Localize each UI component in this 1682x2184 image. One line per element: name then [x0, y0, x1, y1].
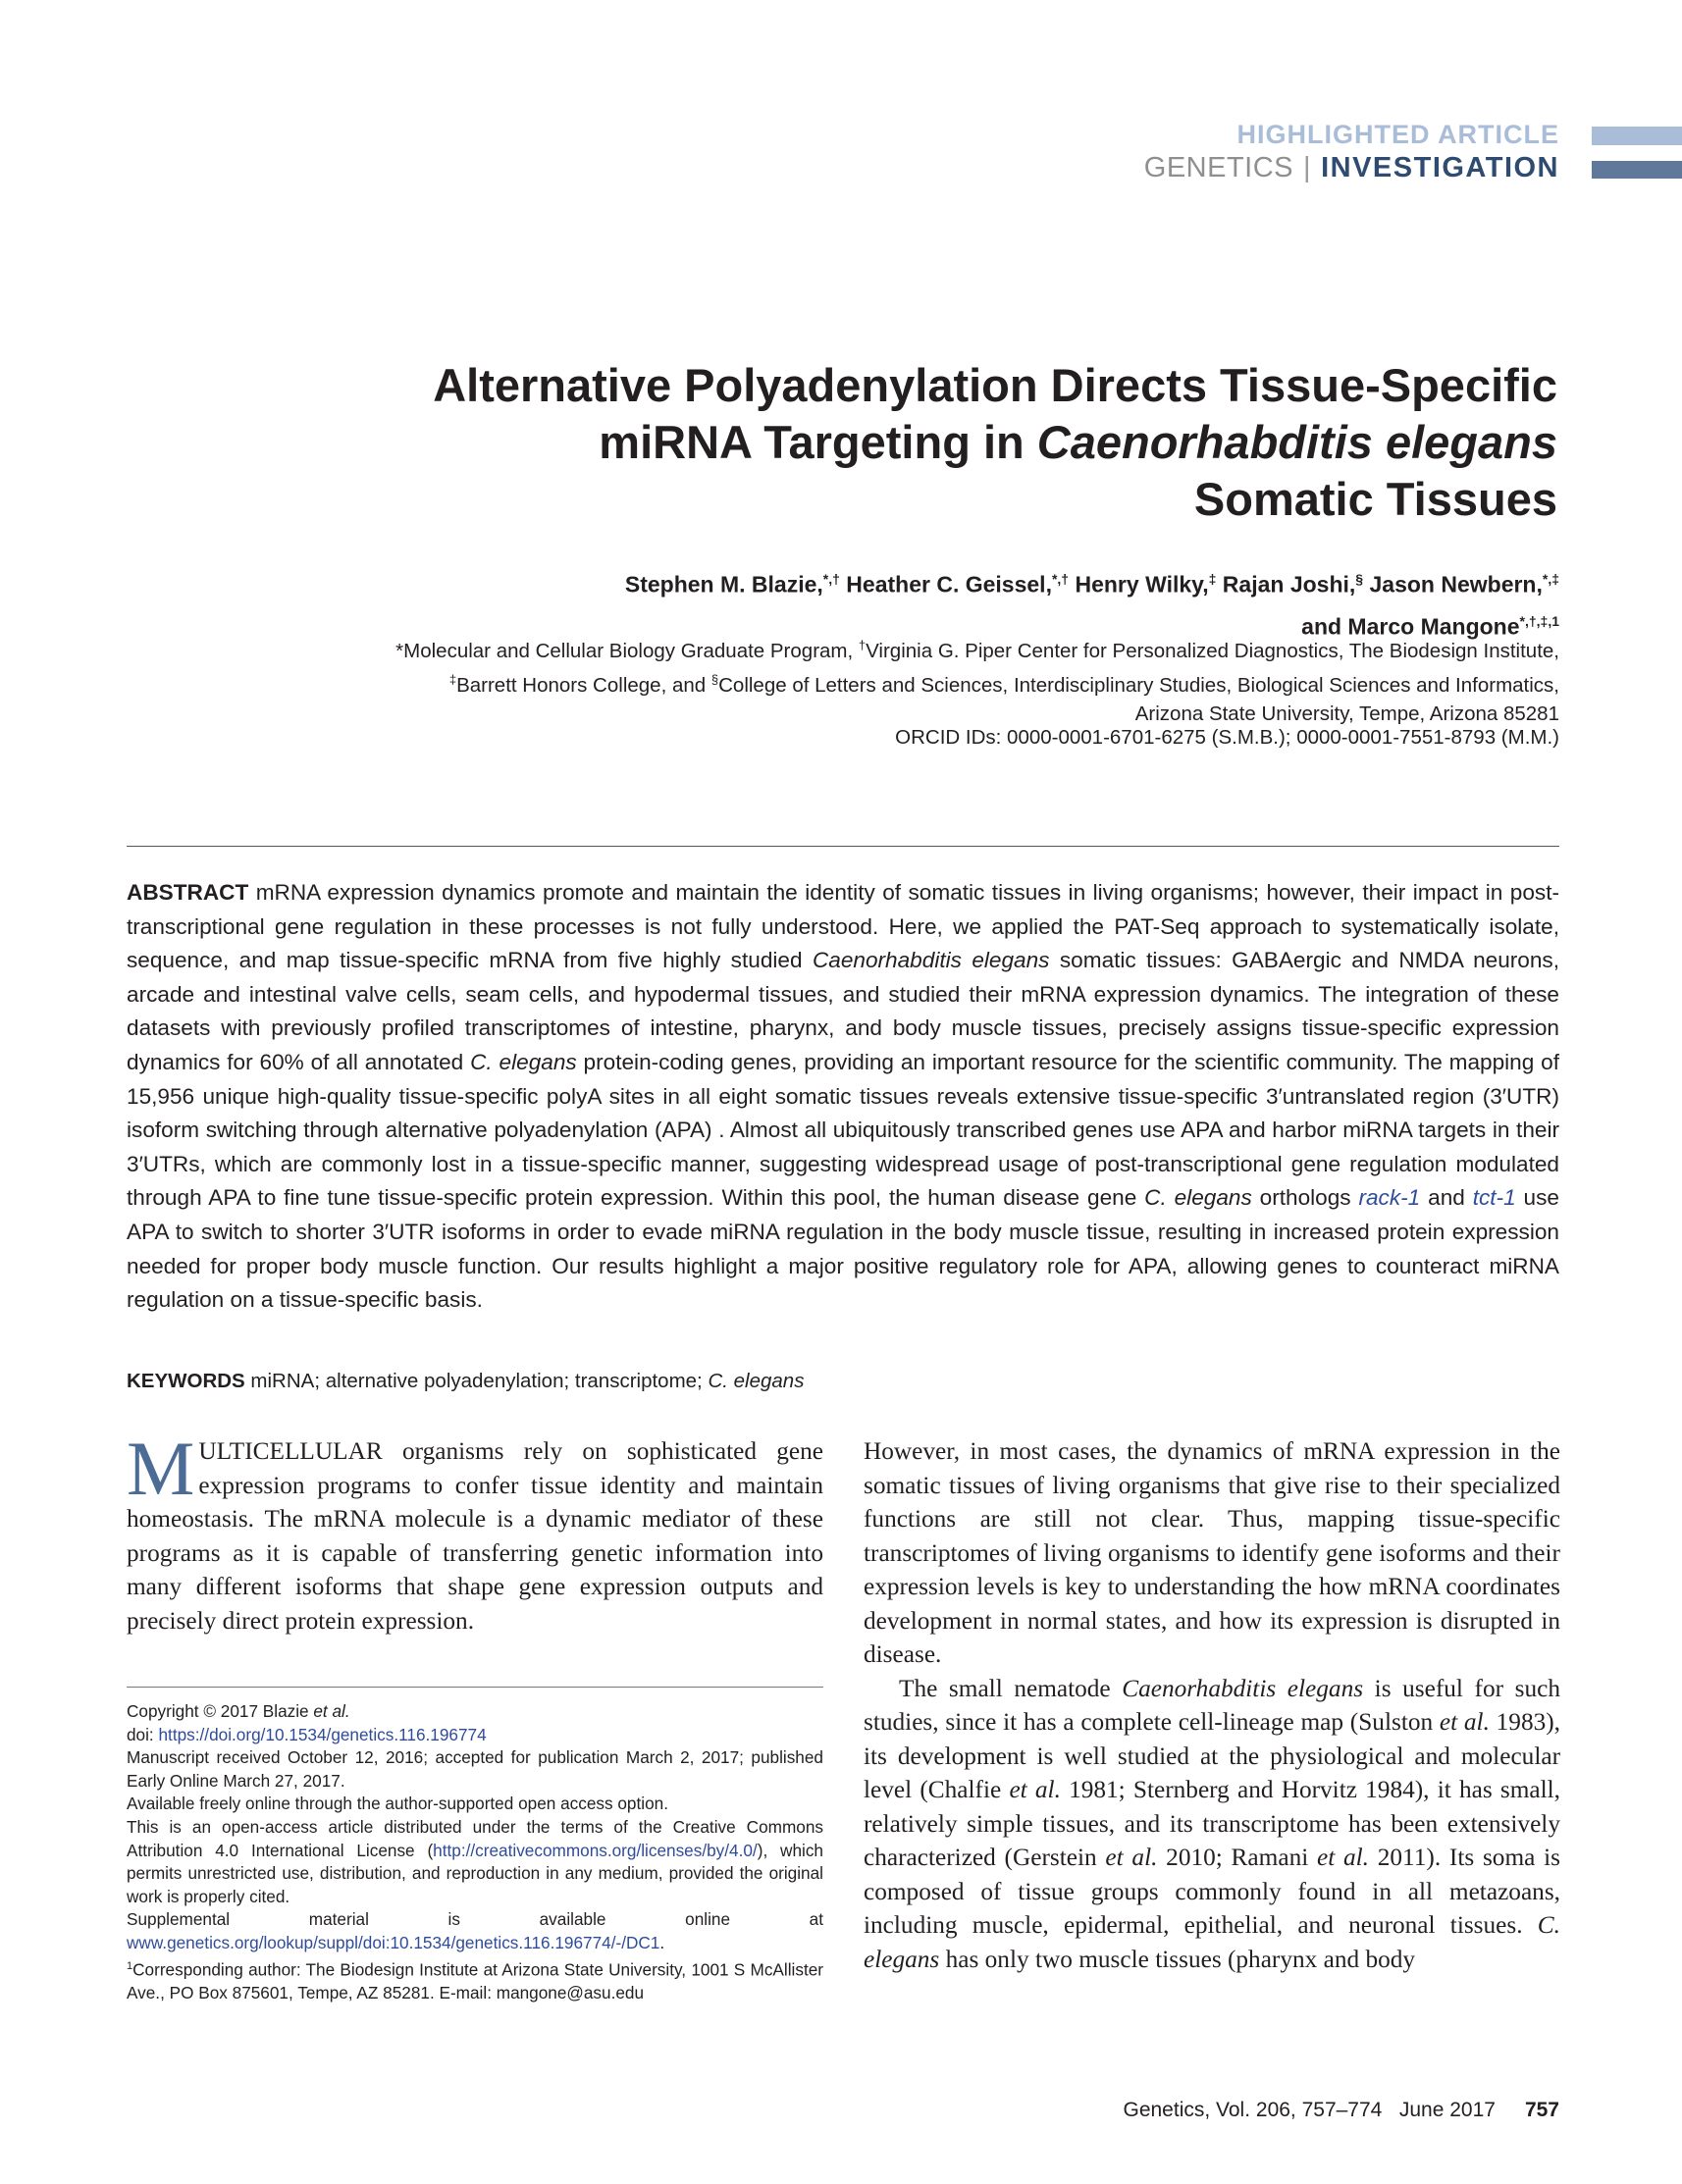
corresponding-author-line [127, 1955, 823, 2005]
paragraph-italic: et al. [1317, 1844, 1370, 1871]
journal-name: GENETICS [1143, 152, 1294, 183]
affil-line-1 [185, 631, 1559, 665]
author-name: and Marco Mangone [1301, 613, 1520, 640]
paragraph: However, in most cases, the dynamics of mRNA expression in the somatic tissues of living organisms that give rise to their specialized functions are still not clear. Thus, mapping tissue-specific transcriptomes of living organisms to identify gene isoforms and their expression levels is key to understanding the how mRNA coordinates development in normal states, and how its expression is disrupted in disease. [864, 1437, 1560, 1668]
manuscript-line: Manuscript received October 12, 2016; accepted for publication March 2, 2017; published Early Online March 27, 2017. [127, 1747, 823, 1791]
drop-cap: M [127, 1426, 195, 1511]
paragraph-italic: et al. [1105, 1844, 1158, 1871]
paragraph-text: 2010; Ramani [1157, 1844, 1317, 1871]
license-text: ), which permits unrestricted use, distribution, and reproduction in any medium, provided the original work is properly cited. [127, 1840, 823, 1906]
citation: Genetics, Vol. 206, 757–774 June 2017 [1123, 2099, 1496, 2121]
author-name: Rajan Joshi, [1216, 571, 1356, 598]
body-column-2 [864, 1434, 1560, 1976]
abstract-text: somatic tissues: GABAergic and NMDA neurons, arcade and intestinal valve cells, seam cells, and hypodermal tissues, and studied their mRNA expression dynamics. The integration of these datasets with previously profiled transcriptomes of intestine, pharynx, and body muscle tissues, precisely assigns tissue-specific expression dynamics for 60% of all annotated [127, 948, 1559, 1074]
supplemental-text: Supplemental material is available online at [127, 1909, 823, 1930]
affiliations [185, 631, 1559, 728]
corresponding-text: Corresponding author: The Biodesign Institute at Arizona State University, 1001 S McAllister Ave., PO Box 875601, Tempe, AZ 85281. E-mail: mangone@asu.edu [127, 1959, 823, 2002]
title-line-3: Somatic Tissues [1193, 473, 1557, 525]
abstract-text: and [1420, 1185, 1473, 1211]
paragraph-text: The small nematode [899, 1674, 1123, 1702]
author-line-1 [185, 561, 1559, 603]
affil-text: College of Letters and Sciences, Interdisciplinary Studies, Biological Sciences and Informatics, [718, 673, 1559, 697]
open-access-line: Available freely online through the author-supported open access option. [127, 1794, 668, 1814]
author-affil-mark: *,† [822, 571, 840, 587]
header-bar-dark [1592, 161, 1682, 179]
abstract-text: orthologs [1251, 1185, 1359, 1211]
doi-label: doi: [127, 1724, 159, 1744]
supplemental-text: . [659, 1932, 665, 1952]
footnote-rule [127, 1687, 823, 1688]
abstract-text: use APA to switch to shorter 3′UTR isoforms in order to evade miRNA regulation in the body muscle tissue, resulting in increased protein expression needed for proper body muscle function. Our results highlight a major positive regulatory role for APA, allowing genes to counteract miRNA regulation on a tissue-specific basis. [127, 1185, 1559, 1313]
abstract-italic: C. elegans [470, 1049, 577, 1074]
footnotes [127, 1700, 823, 2004]
supplemental-line [127, 1908, 823, 1954]
paragraph-text: has only two muscle tissues (pharynx and body [939, 1945, 1416, 1973]
paragraph-italic: et al. [1439, 1708, 1490, 1736]
paragraph-text: is useful for such studies, since it has a complete cell-lineage map (Sulston [864, 1674, 1560, 1736]
abstract-text: mRNA expression dynamics promote and maintain the identity of somatic tissues in living organisms; however, their impact in post-transcriptional gene regulation in these processes is not fully understood. Here, we applied the PAT-Seq approach to systematically isolate, sequence, and map tissue-specific mRNA from five highly studied [127, 880, 1559, 973]
highlighted-article-label: HIGHLIGHTED ARTICLE [1236, 120, 1559, 149]
author-affil-mark: *,†,‡,1 [1519, 612, 1559, 629]
affil-mark: § [710, 671, 719, 687]
keywords-label: KEYWORDS [127, 1370, 245, 1392]
affil-text: Virginia G. Piper Center for Personalized Diagnostics, The Biodesign Institute, [866, 639, 1559, 662]
abstract-italic: C. elegans [1144, 1185, 1252, 1211]
author-affil-mark: *,† [1051, 571, 1070, 587]
license-text: This is an open-access article distributed under the terms of the Creative Commons Attribution 4.0 International License ( [127, 1816, 823, 1860]
paragraph-italic: Caenorhabditis elegans [1122, 1674, 1364, 1702]
affil-mark: † [858, 638, 867, 652]
abstract-label: ABSTRACT [127, 880, 249, 905]
keywords-text: miRNA; alternative polyadenylation; transcriptome; [244, 1370, 709, 1392]
author-affil-mark: *,‡ [1542, 571, 1559, 587]
doi-link[interactable]: https://doi.org/10.1534/genetics.116.196774 [158, 1724, 487, 1744]
gene-link-tct-1[interactable]: tct-1 [1472, 1185, 1516, 1211]
abstract-italic: Caenorhabditis elegans [812, 948, 1050, 973]
affil-mark: ‡ [448, 671, 457, 687]
abstract [127, 876, 1559, 1318]
abstract-text: protein-coding genes, providing an important resource for the scientific community. The mapping of 15,956 unique high-quality tissue-specific polyA sites in all eight somatic tissues reveals extensive tissue-specific 3′untranslated region (3′UTR) isoform switching through alternative polyadenylation (APA) . Almost all ubiquitously transcribed genes use APA and harbor miRNA targets in their 3′UTRs, which are commonly lost in a tissue-specific manner, suggesting widespread usage of post-transcriptional gene regulation modulated through APA to fine tune tissue-specific protein expression. Within this pool, the human disease gene [127, 1049, 1560, 1211]
author-affil-mark: § [1355, 571, 1364, 587]
title-line-1: Alternative Polyadenylation Directs Tissue-Specific [433, 359, 1557, 411]
affil-line-3: Arizona State University, Tempe, Arizona 85281 [1134, 702, 1559, 725]
orcid-ids: ORCID IDs: 0000-0001-6701-6275 (S.M.B.); 0000-0001-7551-8793 (M.M.) [895, 726, 1559, 749]
copyright-italic: et al. [313, 1701, 350, 1721]
article-title [282, 357, 1557, 528]
body-column-1 [127, 1426, 823, 1638]
paragraph-text: 1983), its development is well studied at the physiological and molecular level (Chalfie [864, 1708, 1560, 1803]
author-name: Henry Wilky, [1069, 571, 1209, 598]
supplemental-link[interactable]: www.genetics.org/lookup/suppl/doi:10.1534/genetics.116.196774/-/DC1 [127, 1932, 660, 1952]
author-name: Heather C. Geissel, [839, 571, 1052, 598]
page-footer [1123, 2099, 1559, 2122]
gene-link-rack-1[interactable]: rack-1 [1358, 1185, 1421, 1211]
keywords-italic: C. elegans [708, 1370, 805, 1392]
paragraph-italic: et al. [1009, 1776, 1061, 1803]
affil-line-2 [185, 665, 1559, 700]
title-line-2-italic: Caenorhabditis elegans [1036, 416, 1557, 468]
abstract-top-rule [127, 846, 1559, 847]
page-number: 757 [1524, 2099, 1559, 2121]
author-affil-mark: ‡ [1208, 571, 1217, 587]
paragraph-text: 2011). Its soma is composed of tissue groups commonly found in all metazoans, including muscle, epidermal, epithelial, and neuronal tissues. [864, 1844, 1560, 1939]
intro-paragraph: ULTICELLULAR organisms rely on sophisticated gene expression programs to confer tissue identity and maintain homeostasis. The mRNA molecule is a dynamic mediator of these programs as it is capable of transferring genetic information into many different isoforms that shape gene expression outputs and precisely direct protein expression. [127, 1437, 823, 1635]
license-link[interactable]: http://creativecommons.org/licenses/by/4.0/ [433, 1840, 758, 1860]
paragraph-text: 1981; Sternberg and Horvitz 1984), it has small, relatively simple tissues, and its transcriptome has been extensively characterized (Gerstein [864, 1776, 1560, 1871]
author-name: Jason Newbern, [1363, 571, 1543, 598]
header-bar-light [1592, 127, 1682, 145]
section-name: INVESTIGATION [1321, 152, 1559, 183]
paragraph [864, 1672, 1560, 1977]
copyright-line [127, 1700, 823, 1724]
journal-section-line [1144, 152, 1559, 184]
copyright-text: Copyright © 2017 Blazie [127, 1701, 314, 1721]
header-separator: | [1303, 152, 1312, 183]
corresponding-mark: 1 [127, 1959, 133, 1972]
title-line-2-plain: miRNA Targeting in [599, 416, 1037, 468]
keywords [127, 1370, 1559, 1393]
paragraph-italic: C. elegans [864, 1911, 1560, 1973]
affil-text: *Molecular and Cellular Biology Graduate Program, [395, 639, 859, 662]
doi-line [127, 1724, 823, 1747]
affil-text: Barrett Honors College, and [456, 673, 711, 697]
author-name: Stephen M. Blazie, [624, 571, 823, 598]
license-line [127, 1816, 823, 1908]
title-line-2 [282, 414, 1557, 471]
